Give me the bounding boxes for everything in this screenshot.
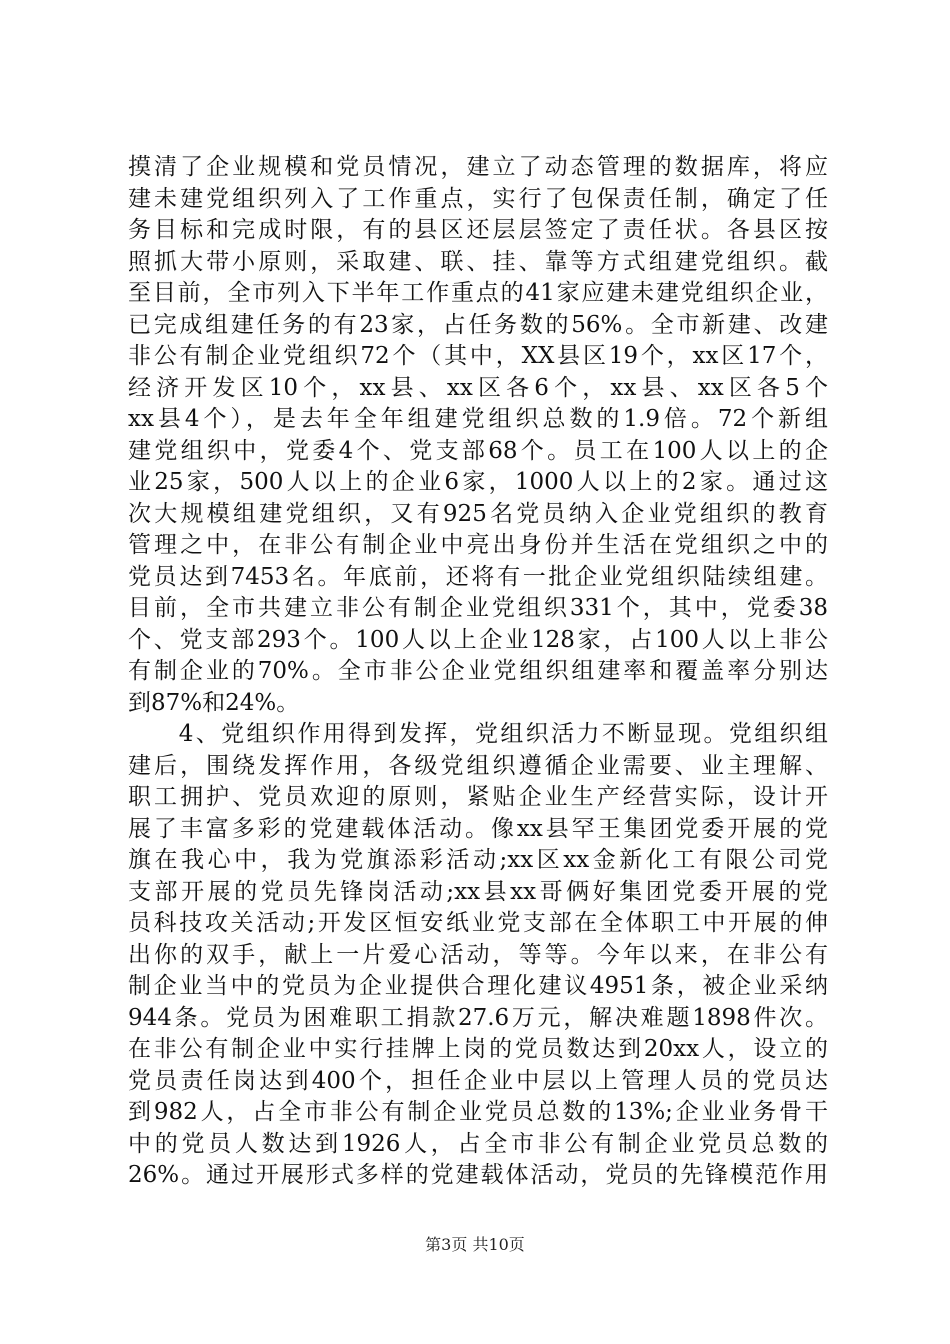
body-text: [128, 152, 828, 1192]
text-line: 务目标和完成时限，有的县区还层层签定了责任状。各县区按: [128, 217, 828, 243]
text-line: 有制企业的70%。全市非公企业党组织组建率和覆盖率分别达: [128, 658, 828, 684]
text-line: 职工拥护、党员欢迎的原则，紧贴企业生产经营实际，设计开: [128, 784, 828, 810]
text-line: 到982人，占全市非公有制企业党员总数的13%;企业业务骨干: [128, 1099, 828, 1125]
text-line: 员科技攻关活动;开发区恒安纸业党支部在全体职工中开展的伸: [128, 910, 828, 936]
text-line: 制企业当中的党员为企业提供合理化建议4951条，被企业采纳: [128, 973, 828, 999]
text-line: 出你的双手，献上一片爱心活动，等等。今年以来，在非公有: [128, 941, 828, 968]
text-line: 管理之中，在非公有制企业中亮出身份并生活在党组织之中的: [128, 532, 828, 558]
text-line: 中的党员人数达到1926人，占全市非公有制企业党员总数的: [128, 1130, 828, 1157]
text-line: 照抓大带小原则，采取建、联、挂、靠等方式组建党组织。截: [128, 248, 828, 275]
text-line: 到87%和24%。: [128, 689, 300, 716]
text-line: 党员责任岗达到400个，担任企业中层以上管理人员的党员达: [128, 1067, 828, 1094]
text-line: 个、党支部293个。100人以上企业128家，占100人以上非公: [128, 626, 828, 653]
text-line: 在非公有制企业中实行挂牌上岗的党员数达到20xx人，设立的: [128, 1036, 828, 1062]
text-line: 摸清了企业规模和党员情况，建立了动态管理的数据库，将应: [128, 154, 828, 180]
text-line: 建未建党组织列入了工作重点，实行了包保责任制，确定了任: [128, 185, 828, 212]
text-line: 业25家，500人以上的企业6家，1000人以上的2家。通过这: [128, 469, 828, 495]
text-line: 旗在我心中，我为党旗添彩活动;xx区xx金新化工有限公司党: [128, 847, 828, 873]
text-line: 944条。党员为困难职工捐款27.6万元，解决难题1898件次。: [128, 1004, 828, 1031]
text-line: 经济开发区10个，xx县、xx区各6个，xx县、xx区各5个: [128, 374, 828, 401]
text-line: 26%。通过开展形式多样的党建载体活动，党员的先锋模范作用: [128, 1162, 828, 1188]
text-line: xx县4个），是去年全年组建党组织总数的1.9倍。72个新组: [128, 406, 828, 432]
text-line: 党员达到7453名。年底前，还将有一批企业党组织陆续组建。: [128, 563, 828, 590]
text-line: 建后，围绕发挥作用，各级党组织遵循企业需要、业主理解、: [128, 752, 828, 779]
text-line: 已完成组建任务的有23家，占任务数的56%。全市新建、改建: [128, 311, 828, 338]
text-line: 4、党组织作用得到发挥，党组织活力不断显现。党组织组: [128, 721, 828, 747]
text-line: 次大规模组建党组织，又有925名党员纳入企业党组织的教育: [128, 500, 828, 527]
text-line: 展了丰富多彩的党建载体活动。像xx县罕王集团党委开展的党: [128, 815, 828, 842]
page-number-footer: 第3页 共10页: [425, 1235, 525, 1254]
text-line: 至目前，全市列入下半年工作重点的41家应建未建党组织企业，: [128, 280, 828, 306]
text-line: 建党组织中，党委4个、党支部68个。员工在100人以上的企: [128, 437, 828, 464]
text-line: 非公有制企业党组织72个（其中，XX县区19个，xx区17个，: [128, 343, 828, 369]
text-line: 支部开展的党员先锋岗活动;xx县xx哥俩好集团党委开展的党: [128, 878, 828, 905]
text-line: 目前，全市共建立非公有制企业党组织331个，其中，党委38: [128, 595, 828, 621]
